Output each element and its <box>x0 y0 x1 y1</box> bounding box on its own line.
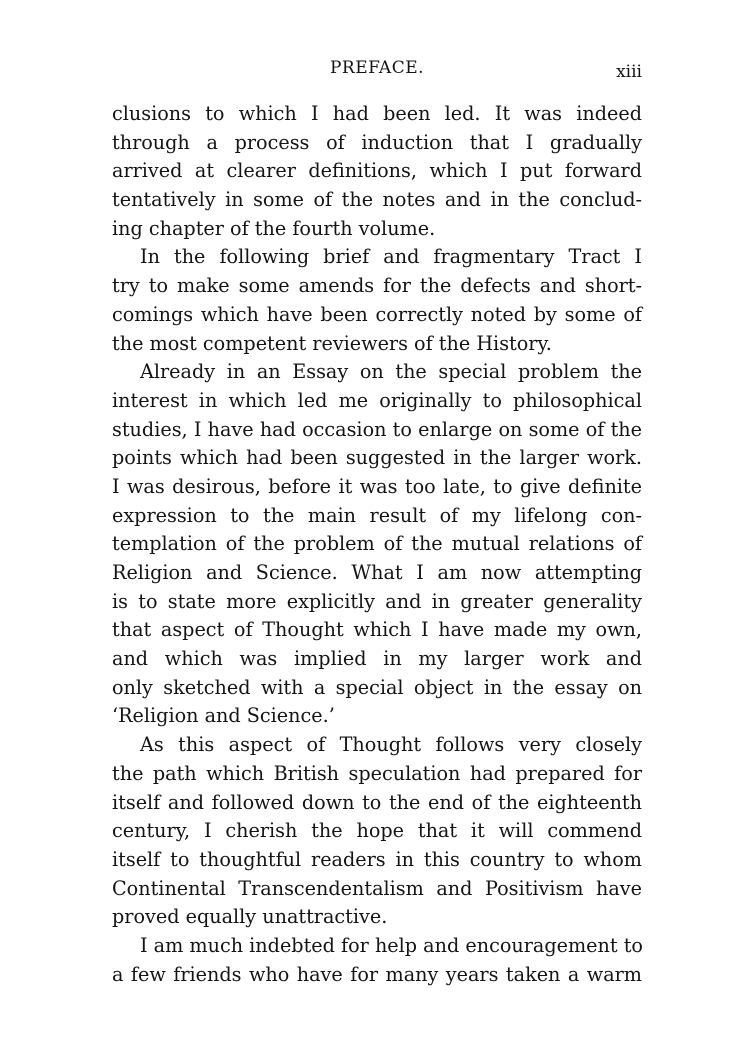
text-line: ‘Religion and Science.’ <box>112 704 335 728</box>
text-line: through a process of induction that I gradually <box>112 130 642 154</box>
text-line: studies, I have had occasion to enlarge on some of the <box>112 417 642 441</box>
text-line: that aspect of Thought which I have made my own, <box>112 618 642 642</box>
paragraph <box>112 731 642 932</box>
text-line: tentatively in some of the notes and in the conclud- <box>112 188 642 212</box>
text-line: the most competent reviewers of the History. <box>112 331 552 355</box>
text-line: itself to thoughtful readers in this country to whom <box>112 847 642 871</box>
text-line: As this aspect of Thought follows very closely <box>140 733 642 757</box>
paragraph <box>112 243 642 358</box>
text-line: arrived at clearer definitions, which I put forward <box>112 159 642 183</box>
text-line: In the following brief and fragmentary Tract I <box>140 245 642 269</box>
running-head <box>112 58 642 84</box>
text-line: ing chapter of the fourth volume. <box>112 216 436 240</box>
text-line: try to make some amends for the defects and short- <box>112 274 642 298</box>
text-line: itself and followed down to the end of the eighteenth <box>112 790 642 814</box>
text-line: and which was implied in my larger work and <box>112 647 642 671</box>
text-line: proved equally unattractive. <box>112 905 388 929</box>
page-number: xiii <box>616 62 642 82</box>
text-line: I am much indebted for help and encouragement to <box>140 933 643 957</box>
text-line: Already in an Essay on the special problem the <box>140 360 642 384</box>
paragraph <box>112 100 642 243</box>
text-line: is to state more explicitly and in greater generality <box>112 589 642 613</box>
text-line: a few friends who have for many years taken a warm <box>112 962 642 986</box>
text-line: clusions to which I had been led. It was indeed <box>112 102 642 125</box>
text-line: interest in which led me originally to philosophical <box>112 388 642 412</box>
text-line: points which had been suggested in the larger work. <box>112 446 642 470</box>
text-line: Continental Transcendentalism and Positivism have <box>112 876 642 900</box>
text-line: the path which British speculation had prepared for <box>112 761 642 785</box>
body-text <box>112 100 642 989</box>
text-line: comings which have been correctly noted by some of <box>112 302 642 326</box>
text-line: expression to the main result of my lifelong con- <box>112 503 642 527</box>
text-line: templation of the problem of the mutual relations of <box>112 532 642 556</box>
paragraph <box>112 932 642 989</box>
paragraph <box>112 358 642 731</box>
running-title: PREFACE. <box>329 58 425 78</box>
text-line: Religion and Science. What I am now attempting <box>112 561 642 584</box>
text-line: only sketched with a special object in the essay on <box>112 675 642 699</box>
text-line: I was desirous, before it was too late, to give definite <box>112 474 642 498</box>
text-line: century, I cherish the hope that it will commend <box>112 819 642 843</box>
